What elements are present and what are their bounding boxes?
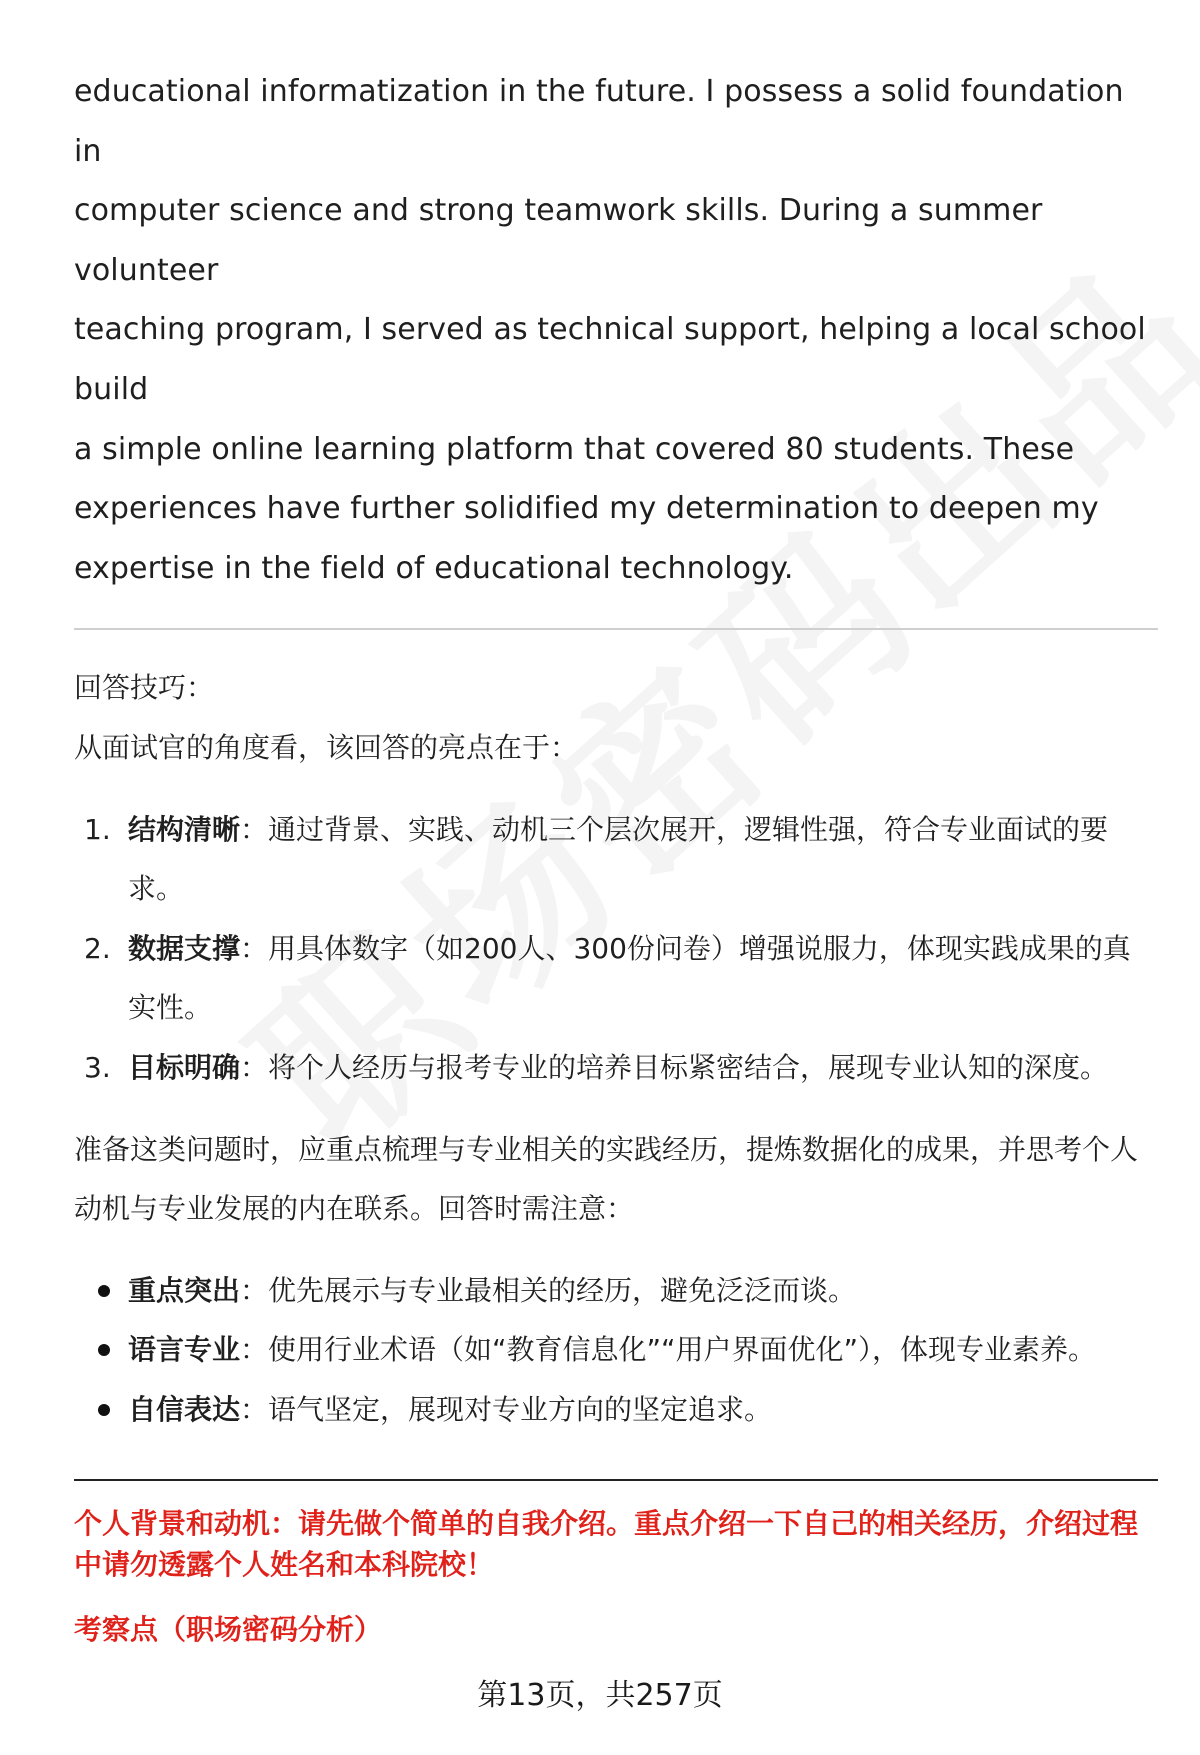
paragraph-line: computer science and strong teamwork skills. During a summer volunteer <box>74 193 1043 288</box>
item-title: 自信表达 <box>128 1392 241 1426</box>
item-title: 目标明确 <box>128 1050 241 1084</box>
bullet-icon <box>98 1285 110 1297</box>
page-number: 第13页，共257页 <box>477 1678 723 1713</box>
paragraph-line: a simple online learning platform that covered 80 students. These <box>74 431 1075 467</box>
item-text: ：将个人经历与报考专业的培养目标紧密结合，展现专业认知的深度。 <box>240 1050 1109 1084</box>
tips-heading: 回答技巧： <box>74 671 215 705</box>
paragraph-line: experiences have further solidified my determination to deepen my <box>74 491 1099 527</box>
prep-paragraph: 准备这类问题时，应重点梳理与专业相关的实践经历，提炼数据化的成果，并思考个人动机与专业发展的内在联系。回答时需注意： <box>74 1132 1139 1226</box>
list-item <box>74 1038 1158 1098</box>
tips-intro: 从面试官的角度看，该回答的亮点在于： <box>74 730 579 764</box>
list-number: 3. <box>84 1050 111 1084</box>
bullet-icon <box>98 1404 110 1416</box>
list-item <box>74 800 1158 919</box>
paragraph-line: teaching program, I served as technical support, helping a local school build <box>74 312 1146 407</box>
paragraph-line: educational informatization in the future. I possess a solid foundation in <box>74 74 1124 169</box>
item-title: 结构清晰 <box>128 812 241 846</box>
section-heading: 考察点（职场密码分析） <box>74 1613 383 1647</box>
list-item <box>74 919 1158 1038</box>
item-text: ：语气坚定，展现对专业方向的坚定追求。 <box>240 1392 773 1426</box>
list-number: 1. <box>84 812 111 846</box>
section-divider <box>74 628 1158 630</box>
notes-list <box>74 1261 1158 1440</box>
item-title: 语言专业 <box>128 1333 241 1367</box>
list-item <box>74 1261 1158 1321</box>
question-heading: 个人背景和动机：请先做个简单的自我介绍。重点介绍一下自己的相关经历，介绍过程中请勿透露个人姓名和本科院校！ <box>74 1507 1139 1582</box>
item-title: 数据支撑 <box>128 931 241 965</box>
list-number: 2. <box>84 931 111 965</box>
item-text: ：优先展示与专业最相关的经历，避免泛泛而谈。 <box>240 1273 857 1307</box>
item-title: 重点突出 <box>128 1273 241 1307</box>
item-text: ：通过背景、实践、动机三个层次展开，逻辑性强，符合专业面试的要求。 <box>128 812 1109 906</box>
intro-paragraph <box>74 62 1158 598</box>
document-page <box>74 62 1158 1650</box>
bullet-icon <box>98 1344 110 1356</box>
list-item <box>74 1380 1158 1440</box>
section-divider <box>74 1479 1158 1481</box>
item-text: ：用具体数字（如200人、300份问卷）增强说服力，体现实践成果的真实性。 <box>128 931 1131 1025</box>
item-text: ：使用行业术语（如“教育信息化”“用户界面优化”），体现专业素养。 <box>240 1333 1097 1367</box>
highlights-list <box>74 800 1158 1098</box>
list-item <box>74 1320 1158 1380</box>
paragraph-line: expertise in the field of educational technology. <box>74 550 794 586</box>
